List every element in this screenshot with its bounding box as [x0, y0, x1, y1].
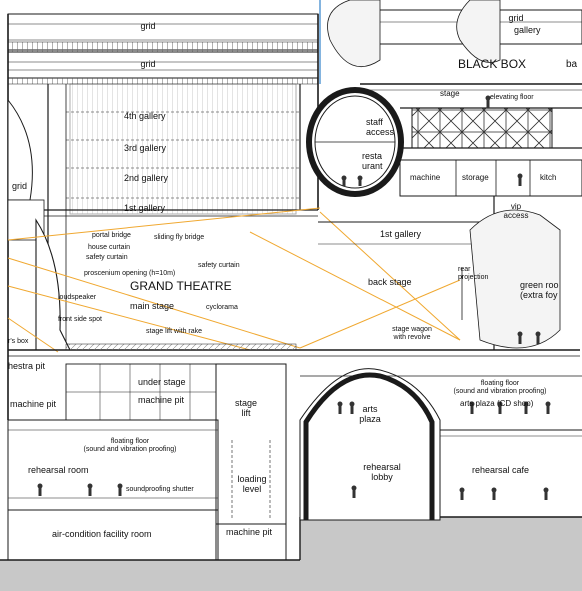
label-gallery-top: gallery: [514, 25, 541, 35]
label-elevating-floor: elevating floor: [490, 94, 534, 101]
label-4th-gallery: 4th gallery: [124, 111, 166, 121]
label-under-stage: under stage: [138, 377, 186, 387]
label-arts-plaza: arts plaza: [359, 404, 381, 425]
label-restaurant: resta urant: [362, 151, 383, 171]
label-safety-curtain-right: safety curtain: [198, 262, 240, 269]
label-machine-pit-1: machine pit: [138, 395, 185, 405]
label-orchestra-pit: hestra pit: [8, 361, 46, 371]
label-floating-floor-left: floating floor (sound and vibration proofing): [83, 438, 177, 454]
label-machine-pit-2: machine pit: [10, 399, 57, 409]
label-machine: machine: [410, 173, 441, 182]
label-rehearsal-lobby: rehearsal lobby: [363, 462, 401, 483]
label-kitchen: kitch: [540, 173, 557, 182]
label-air-condition-room: air-condition facility room: [52, 529, 152, 539]
label-portal-bridge: portal bridge: [92, 232, 131, 239]
label-rehearsal-cafe: rehearsal cafe: [472, 465, 530, 475]
label-arts-plaza-cd: arts plaza (CD shop): [460, 399, 534, 408]
label-grid-2: grid: [140, 59, 156, 69]
label-rehearsal-room: rehearsal room: [28, 465, 89, 475]
black-box: [328, 0, 582, 90]
label-grid-right: grid: [508, 13, 524, 23]
label-vip-access: vip access: [503, 202, 529, 221]
label-black-box: BLACK BOX: [458, 57, 527, 71]
label-stage-lift: stage lift: [234, 398, 258, 419]
label-grid-left: grid: [12, 181, 28, 191]
left-columns: [8, 100, 44, 240]
label-stage-wagon: stage wagon with revolve: [392, 326, 432, 342]
label-ba: ba: [566, 59, 578, 70]
label-1st-gallery-right: 1st gallery: [380, 229, 422, 239]
label-loading-level: loading level: [237, 474, 267, 495]
label-machine-pit-3: machine pit: [226, 527, 273, 537]
label-3rd-gallery: 3rd gallery: [124, 143, 167, 153]
label-1st-gallery: 1st gallery: [124, 203, 166, 213]
label-grid-top: grid: [140, 21, 156, 31]
label-rear-projection: rear projection: [458, 266, 489, 282]
label-main-stage: main stage: [130, 301, 175, 311]
label-back-stage: back stage: [368, 277, 412, 287]
label-proscenium-opening: proscenium opening (h=10m): [84, 270, 176, 277]
label-grand-theatre: GRAND THEATRE: [130, 279, 232, 293]
label-loudspeaker: loudspeaker: [58, 294, 97, 301]
label-house-curtain: house curtain: [88, 244, 131, 251]
label-floating-floor-right: floating floor (sound and vibration proofing): [453, 380, 547, 396]
label-safety-curtain-left: safety curtain: [86, 254, 128, 261]
label-staff-access: staff access: [366, 117, 395, 137]
elevating-floor-truss: [400, 108, 582, 148]
label-rs-box: r's box: [8, 338, 29, 345]
label-2nd-gallery: 2nd gallery: [124, 173, 169, 183]
grid-bands: [8, 14, 318, 84]
label-stage-bb: stage: [440, 89, 460, 98]
proscenium-column: [36, 220, 70, 350]
fly-tower: [8, 14, 318, 420]
label-cyclorama: cyclorama: [206, 304, 238, 311]
label-stage-lift-rake: stage lift with rake: [146, 328, 203, 335]
label-green-room: green roo (extra foy: [520, 280, 559, 301]
label-soundproofing-shutter: soundproofing shutter: [126, 486, 194, 493]
label-sliding-fly-bridge: sliding fly bridge: [154, 234, 205, 241]
label-storage: storage: [462, 173, 489, 182]
label-front-side-spot: front side spot: [58, 316, 102, 323]
staff-access-ring: [309, 90, 401, 194]
